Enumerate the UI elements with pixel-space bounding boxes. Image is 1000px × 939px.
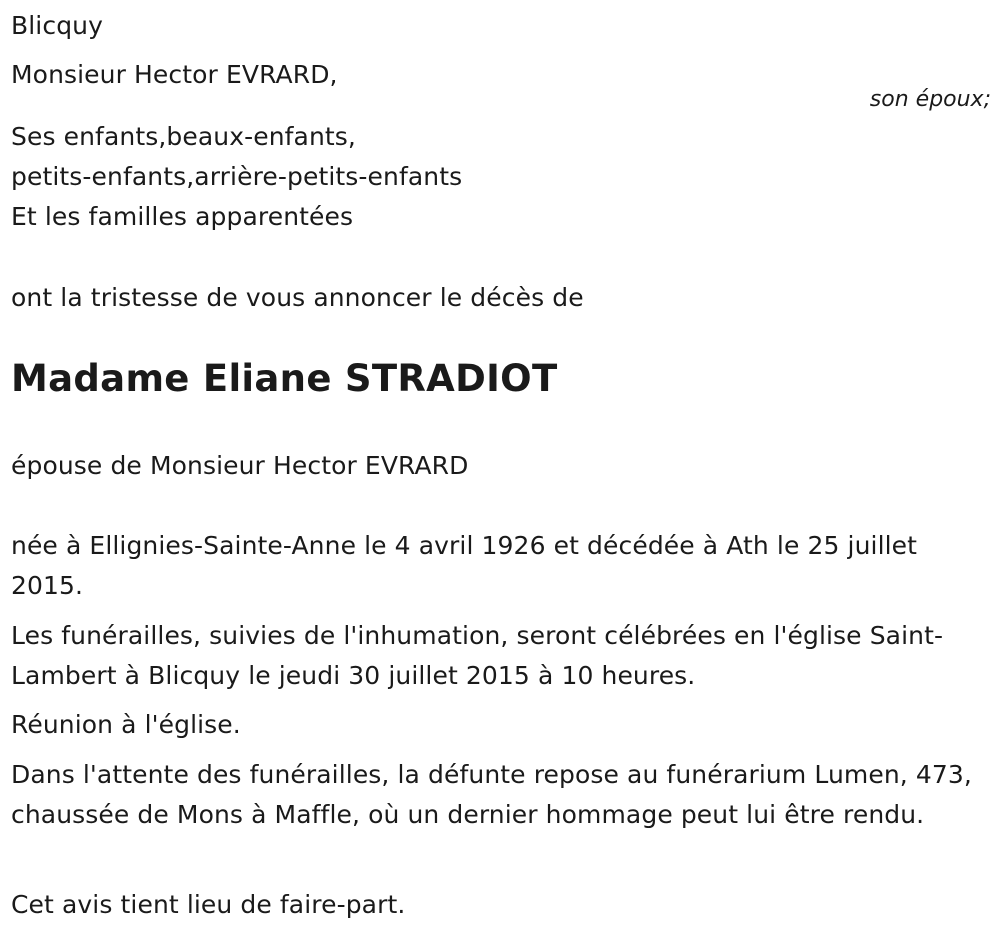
- place-name: Blicquy: [11, 11, 103, 40]
- spouse-relation: son époux;: [869, 87, 991, 112]
- family-line-relatives: Et les familles apparentées: [11, 202, 354, 231]
- obituary-notice: [11, 0, 991, 939]
- funeral-service-text: Les funérailles, suivies de l'inhumation, seront célébrées en l'église Saint-Lambert à Blicquy le jeudi 30 juillet 2015 à 10 heures.: [11, 621, 944, 690]
- announcement-text: ont la tristesse de vous annoncer le décès de: [11, 283, 584, 312]
- family-line-children: Ses enfants,beaux-enfants,: [11, 122, 356, 151]
- deceased-name: Madame Eliane STRADIOT: [11, 357, 558, 400]
- spouse-name: Monsieur Hector EVRARD,: [11, 60, 338, 89]
- birth-death-text: née à Ellignies-Sainte-Anne le 4 avril 1926 et décédée à Ath le 25 juillet 2015.: [11, 531, 918, 600]
- meeting-text: Réunion à l'église.: [11, 710, 241, 739]
- spouse-of-text: épouse de Monsieur Hector EVRARD: [11, 451, 469, 480]
- repose-text: Dans l'attente des funérailles, la défunte repose au funérarium Lumen, 473, chaussée de Mons à Maffle, où un dernier hommage peut lui être rendu.: [11, 760, 972, 829]
- notice-text: Cet avis tient lieu de faire-part.: [11, 890, 406, 919]
- family-line-grandchildren: petits-enfants,arrière-petits-enfants: [11, 162, 463, 191]
